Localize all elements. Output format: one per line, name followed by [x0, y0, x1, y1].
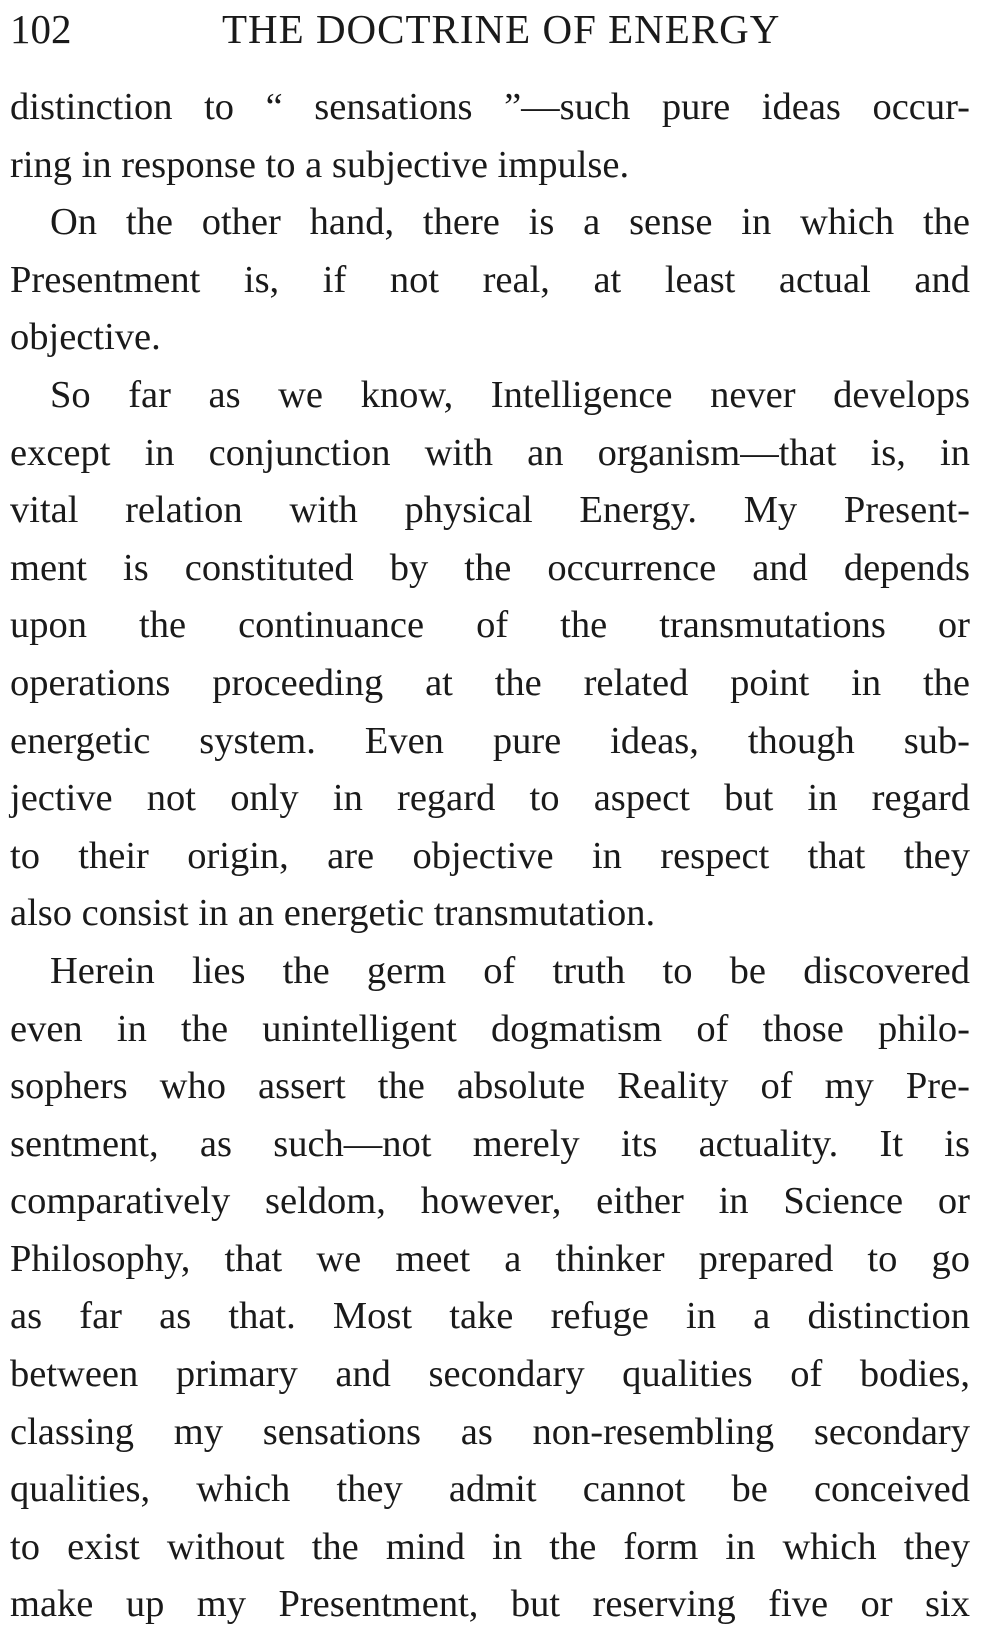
- text-line: energetic system. Even pure ideas, though sub-: [10, 719, 970, 762]
- text-line: Presentment is, if not real, at least actual and: [10, 258, 970, 301]
- text-line: also consist in an energetic transmutation.: [10, 892, 656, 935]
- text-line: upon the continuance of the transmutations or: [10, 604, 970, 647]
- running-title: THE DOCTRINE OF ENERGY: [222, 6, 781, 52]
- text-line: sentment, as such—not merely its actuality. It is: [10, 1122, 970, 1165]
- text-line: as far as that. Most take refuge in a distinction: [10, 1295, 970, 1338]
- text-line: Herein lies the germ of truth to be discovered: [50, 949, 970, 992]
- book-page: [10, 0, 990, 1648]
- text-line: jective not only in regard to aspect but in regard: [10, 777, 970, 820]
- paragraph: [10, 367, 970, 943]
- text-line: qualities, which they admit cannot be conceived: [10, 1468, 970, 1511]
- text-line: vital relation with physical Energy. My Present-: [10, 489, 970, 532]
- paragraph: [10, 943, 970, 1634]
- text-line: comparatively seldom, however, either in Science or: [10, 1180, 970, 1223]
- page-number: 102: [10, 6, 72, 52]
- text-line: make up my Presentment, but reserving five or six: [10, 1583, 970, 1626]
- paragraph: [10, 194, 970, 367]
- text-line: So far as we know, Intelligence never develops: [50, 373, 970, 416]
- text-line: between primary and secondary qualities of bodies,: [10, 1353, 970, 1396]
- paragraph-continued: [10, 79, 970, 194]
- text-line: distinction to “ sensations ”—such pure ideas occur-: [10, 86, 970, 128]
- text-line: ring in response to a subjective impulse.: [10, 143, 630, 186]
- text-line: even in the unintelligent dogmatism of those philo-: [10, 1007, 970, 1050]
- text-line: Philosophy, that we meet a thinker prepared to go: [10, 1237, 970, 1280]
- text-line: to their origin, are objective in respect that they: [10, 834, 970, 877]
- body-text: [10, 79, 970, 1634]
- text-line: classing my sensations as non-resembling secondary: [10, 1410, 970, 1453]
- text-line: to exist without the mind in the form in which they: [10, 1525, 970, 1568]
- text-line: except in conjunction with an organism—that is, in: [10, 431, 970, 474]
- running-head: [10, 4, 970, 54]
- text-line: On the other hand, there is a sense in which the: [50, 201, 970, 244]
- text-line: ment is constituted by the occurrence and depends: [10, 546, 970, 589]
- text-line: sophers who assert the absolute Reality of my Pre-: [10, 1065, 970, 1108]
- text-line: objective.: [10, 316, 161, 359]
- text-line: operations proceeding at the related point in the: [10, 661, 970, 704]
